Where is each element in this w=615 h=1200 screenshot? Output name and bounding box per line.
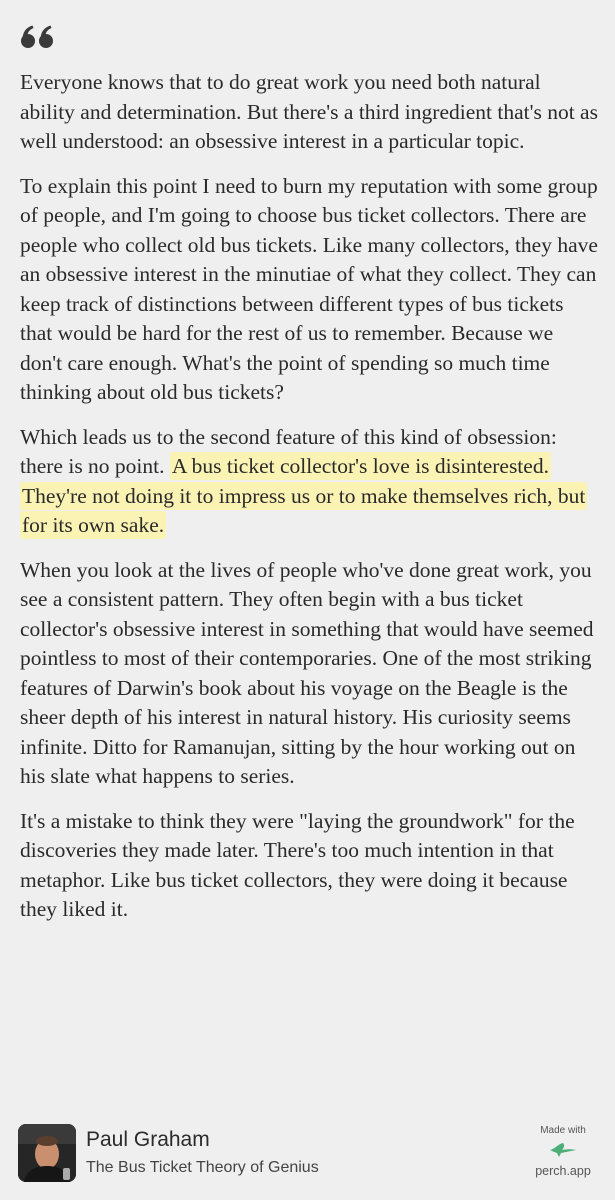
attribution-footer <box>18 1124 598 1184</box>
author-avatar <box>18 1124 76 1182</box>
paragraph-5: It's a mistake to think they were "laying the groundwork" for the discoveries they made later. There's too much intention in that metaphor. Like bus ticket collectors, they were doing it because they liked it. <box>20 808 575 921</box>
paragraph-4: When you look at the lives of people who've done great work, you see a consistent pattern. They often begin with a bus ticket collector's obsessive interest in something that would have seemed pointless to most of their contemporaries. One of the most striking features of Darwin's book about his voyage on the Beagle is the sheer depth of his interest in natural history. His curiosity seems infinite. Ditto for Ramanujan, sitting by the hour working out on his slate what happens to series. <box>20 557 594 788</box>
essay-title: The Bus Ticket Theory of Genius <box>86 1159 319 1176</box>
highlighted-text[interactable]: A bus ticket collector's love is disinterested. They're not doing it to impress us or to make themselves rich, but for its own sake. <box>22 454 586 537</box>
quote-body <box>20 68 600 940</box>
perch-app-label: perch.app <box>535 1164 591 1178</box>
quote-icon <box>20 24 56 50</box>
author-name: Paul Graham <box>86 1128 210 1151</box>
perch-bird-icon <box>549 1142 577 1158</box>
made-with-label: Made with <box>540 1125 586 1136</box>
paragraph-2: To explain this point I need to burn my reputation with some group of people, and I'm going to choose bus ticket collectors. There are people who collect old bus tickets. Like many collectors, they have an obsessive interest in the minutiae of what they collect. They can keep track of distinctions between different types of bus tickets that would be hard for the rest of us to remember. Because we don't care enough. What's the point of spending so much time thinking about old bus tickets? <box>20 173 598 404</box>
perch-brand[interactable] <box>528 1124 598 1184</box>
paragraph-3: Which leads us to the second feature of this kind of obsession: there is no point. A bus ticket collector's love is disinterested. They're not doing it to impress us or to make themselves rich, but for its own sake. <box>20 424 586 537</box>
avatar-photo <box>18 1124 76 1182</box>
paragraph-1: Everyone knows that to do great work you need both natural ability and determination. But there's a third ingredient that's not as well understood: an obsessive interest in a particular topic. <box>20 70 598 153</box>
